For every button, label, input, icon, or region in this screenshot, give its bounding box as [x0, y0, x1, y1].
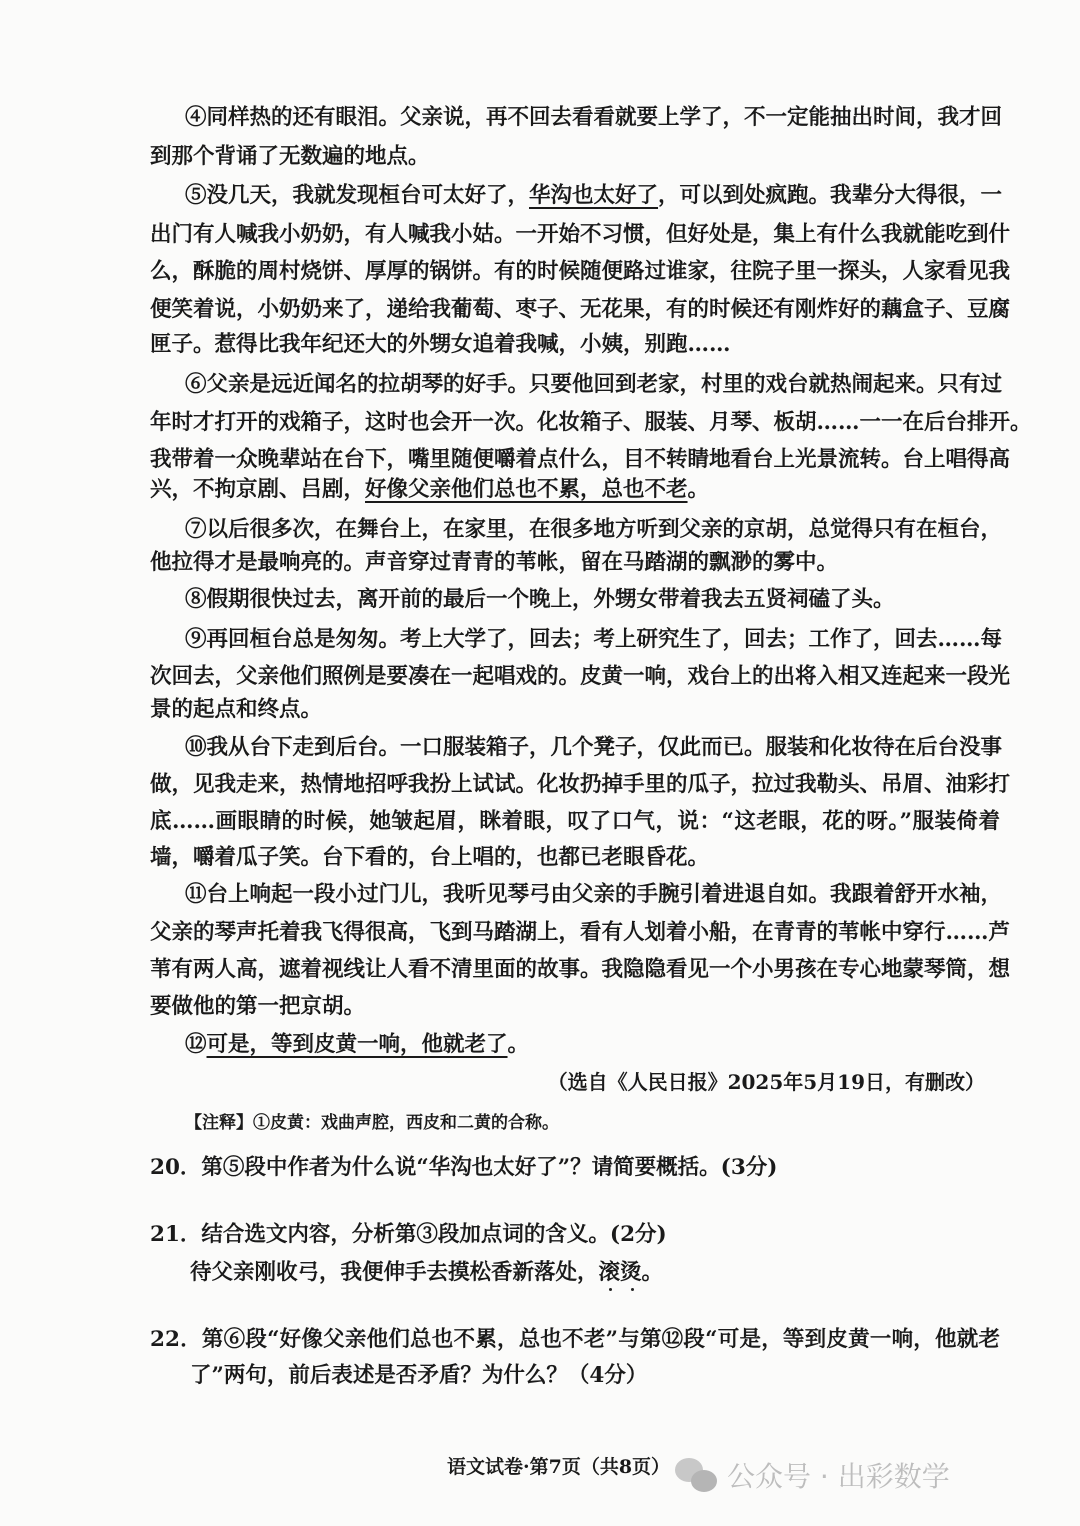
passage-line	[150, 843, 1000, 873]
text-segment: 么，酥脆的周村烧饼、厚厚的锅饼。有的时候随便路过谁家，往院子里一探头，人家看见我	[150, 259, 1011, 284]
text-segment: 次回去，父亲他们照例是要凑在一起唱戏的。皮黄一响，戏台上的出将入相又连起来一段光	[150, 664, 1011, 689]
annotation-note: 【注释】①皮黄：戏曲声腔，西皮和二黄的合称。	[185, 1113, 559, 1133]
passage-line	[185, 103, 1003, 133]
text-segment: 父亲的琴声托着我飞得很高，飞到马踏湖上，看有人划着小船，在青青的苇帐中穿行……芦	[150, 920, 1011, 945]
text-segment: ⑦以后很多次，在舞台上，在家里，在很多地方听到父亲的京胡，总觉得只有在桓台，	[185, 517, 1003, 542]
passage-line	[150, 330, 1000, 360]
sentence-text: 待父亲刚收弓，我便伸手去摸松香新落处，	[190, 1260, 599, 1285]
question-21-sentence	[190, 1255, 663, 1286]
passage-line	[185, 370, 1003, 400]
question-20: 20．第⑤段中作者为什么说“华沟也太好了”？请简要概括。(3分)	[150, 1155, 778, 1180]
text-segment: 底……画眼睛的时候，她皱起眉，眯着眼，叹了口气，说：“这老眼，花的呀。”服装倚着	[150, 809, 1000, 834]
text-segment: 。	[507, 1032, 530, 1057]
passage-line	[150, 408, 1032, 438]
passage-line	[150, 918, 1011, 948]
text-segment: 景的起点和终点。	[150, 697, 323, 722]
passage-line	[150, 220, 1011, 250]
text-segment: ⑨再回桓台总是匆匆。考上大学了，回去；考上研究生了，回去；工作了，回去……每	[185, 627, 1003, 652]
text-segment: 年时才打开的戏箱子，这时也会开一次。化妆箱子、服装、月琴、板胡……一一在后台排开。	[150, 410, 1032, 435]
text-segment: ⑤没几天，我就发现桓台可太好了，	[185, 183, 530, 208]
passage-line	[150, 662, 1011, 692]
passage-line	[150, 695, 1000, 725]
watermark-text: 公众号 · 出彩数学	[727, 1460, 950, 1493]
passage-line	[185, 515, 1003, 545]
passage-line	[185, 1030, 1000, 1060]
text-segment: 兴，不拘京剧、吕剧，	[150, 477, 366, 502]
text-segment: ⑧假期很快过去，离开前的最后一个晚上，外甥女带着我去五贤祠磕了头。	[185, 587, 895, 612]
passage-line	[150, 807, 1000, 837]
underlined-text: 可是，等到皮黄一响，他就老了	[206, 1032, 508, 1057]
dotted-char: 烫	[620, 1260, 642, 1285]
text-segment: ⑫	[185, 1032, 207, 1057]
text-segment: ⑥父亲是远近闻名的拉胡琴的好手。只要他回到老家，村里的戏台就热闹起来。只有过	[185, 372, 1003, 397]
text-segment: 匣子。惹得比我年纪还大的外甥女追着我喊，小姨，别跑……	[150, 332, 731, 357]
text-segment: 我带着一众晚辈站在台下，嘴里随便嚼着点什么，目不转睛地看台上光景流转。台上唱得高	[150, 447, 1011, 472]
passage-line	[150, 548, 1000, 578]
underlined-text: 好像父亲他们总也不累，总也不老	[365, 477, 688, 502]
text-segment: 到那个背诵了无数遍的地点。	[150, 144, 430, 169]
text-segment: 便笑着说，小奶奶来了，递给我葡萄、枣子、无花果，有的时候还有刚炸好的藕盒子、豆腐	[150, 297, 1011, 322]
wechat-icon	[675, 1458, 719, 1492]
passage-line	[150, 475, 1000, 505]
text-segment: 出门有人喊我小奶奶，有人喊我小姑。一开始不习惯，但好处是，集上有什么我就能吃到什	[150, 222, 1011, 247]
passage-line	[185, 880, 1003, 910]
text-segment: 苇有两人高，遮着视线让人看不清里面的故事。我隐隐看见一个小男孩在专心地蒙琴筒，想	[150, 957, 1011, 982]
text-segment: ⑩我从台下走到后台。一口服装箱子，几个凳子，仅此而已。服装和化妆待在后台没事	[185, 735, 1003, 760]
passage-line	[185, 733, 1003, 763]
passage-line	[150, 770, 1011, 800]
watermark	[675, 1455, 950, 1495]
passage-line	[150, 142, 1000, 172]
text-segment: 。	[687, 477, 710, 502]
source-citation: （选自《人民日报》2025年5月19日，有删改）	[547, 1070, 985, 1094]
page-footer: 语文试卷·第7页（共8页）	[447, 1456, 671, 1478]
passage-line	[150, 445, 1011, 475]
text-segment: 做，见我走来，热情地招呼我扮上试试。化妆扔掉手里的瓜子，拉过我勒头、吊眉、油彩打	[150, 772, 1011, 797]
question-21: 21．结合选文内容，分析第③段加点词的含义。(2分)	[150, 1222, 667, 1247]
passage-line	[150, 992, 1000, 1022]
passage-line	[150, 955, 1011, 985]
text-segment: 墙，嚼着瓜子笑。台下看的，台上唱的，也都已老眼昏花。	[150, 845, 710, 870]
text-segment: ⑪台上响起一段小过门儿，我听见琴弓由父亲的手腕引着进退自如。我跟着舒开水袖，	[185, 882, 1003, 907]
text-segment: 要做他的第一把京胡。	[150, 994, 366, 1019]
question-22-line2: 了”两句，前后表述是否矛盾？为什么？（4分）	[190, 1363, 648, 1388]
passage-line	[185, 181, 1003, 211]
passage-line	[150, 257, 1011, 287]
sentence-end: 。	[641, 1260, 664, 1285]
passage-line	[185, 585, 1000, 615]
passage-line	[185, 625, 1003, 655]
text-segment: 他拉得才是最响亮的。声音穿过青青的苇帐，留在马踏湖的飘渺的雾中。	[150, 550, 839, 575]
dotted-char: 滚	[598, 1260, 621, 1285]
underlined-text: 华沟也太好了	[529, 183, 659, 208]
text-segment: ，可以到处疯跑。我辈分大得很，一	[658, 183, 1003, 208]
text-segment: ④同样热的还有眼泪。父亲说，再不回去看看就要上学了，不一定能抽出时间，我才回	[185, 105, 1003, 130]
passage-line	[150, 295, 1011, 325]
question-22-line1: 22．第⑥段“好像父亲他们总也不累，总也不老”与第⑫段“可是，等到皮黄一响，他就老	[150, 1327, 1000, 1352]
